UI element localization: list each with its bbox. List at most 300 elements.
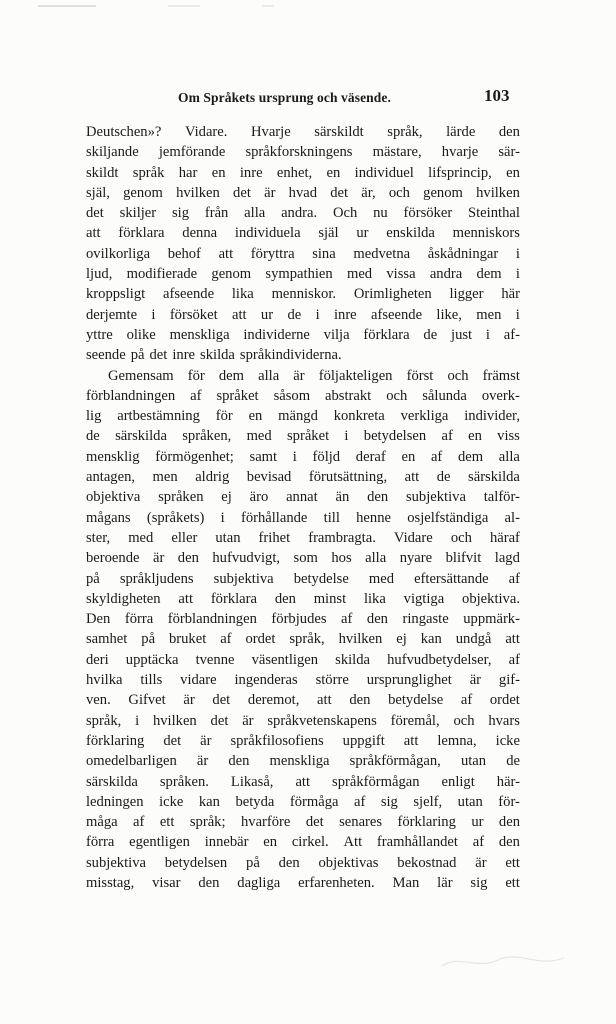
word: först (406, 367, 434, 384)
word: i (485, 326, 490, 343)
word: här (501, 286, 520, 303)
text-line (86, 528, 520, 548)
word: inre (333, 306, 357, 323)
word: dagliga (237, 874, 281, 891)
word: språken, (182, 428, 232, 445)
word: språket (216, 387, 259, 404)
word: språken (158, 489, 204, 506)
word: afseende (163, 286, 215, 303)
word: språk (132, 164, 165, 181)
word: ej (396, 631, 407, 648)
word: erfarenheten. (298, 874, 375, 891)
word: på (246, 854, 260, 871)
word: mängd (278, 408, 318, 425)
text-line (86, 873, 520, 893)
word: undgå (455, 631, 492, 648)
word: ingenderas (234, 672, 298, 689)
word: själ, (86, 184, 110, 201)
word: den (498, 814, 520, 831)
word: försöker (403, 205, 453, 222)
text-line (86, 203, 520, 223)
word: Vidare (393, 529, 433, 546)
text-line (86, 629, 520, 649)
word: den (366, 611, 388, 628)
word: kan (198, 793, 220, 810)
text-line (86, 650, 520, 670)
word: på (141, 631, 156, 648)
word: språk, (289, 631, 325, 648)
word: det (233, 184, 251, 201)
word: förklaring (86, 732, 145, 749)
word: förra (124, 611, 154, 628)
word: en (401, 448, 416, 465)
word: är, (361, 184, 376, 201)
word: hvilken (338, 631, 383, 648)
word: frambragta. (308, 529, 376, 546)
word: dem (476, 266, 502, 283)
word: särskilda (115, 428, 167, 445)
word: språkforskningens (245, 144, 353, 161)
text-line (86, 244, 520, 264)
word: dem (457, 448, 484, 465)
word: ster, (86, 529, 111, 546)
word: sålunda (422, 387, 467, 404)
word: menskliga (169, 326, 230, 343)
word: följakteligen (318, 367, 393, 384)
word: ledningen (86, 793, 144, 810)
word: språkförmågan, (349, 753, 441, 770)
word: osjelfständiga (407, 509, 489, 526)
word: inre (172, 347, 196, 364)
word: hvarje (441, 144, 479, 161)
word: inre (239, 164, 263, 181)
word: skiljer (119, 205, 157, 222)
word: enligt (441, 773, 475, 790)
word: af (220, 631, 232, 648)
word: att (403, 732, 419, 749)
word: eller (171, 529, 198, 546)
word: sig (171, 205, 190, 222)
word: sig (470, 874, 488, 891)
word: icke (495, 732, 520, 749)
text-line (86, 569, 520, 589)
text-line (86, 122, 520, 142)
text-line (86, 325, 520, 345)
word: upptäcka (125, 651, 179, 668)
word: det (149, 347, 168, 364)
word: den (498, 834, 520, 851)
text-line (86, 589, 520, 609)
word: Vidare. (184, 124, 228, 140)
word: Och (332, 205, 358, 222)
word: ett (505, 854, 520, 871)
word: konkreta (333, 408, 385, 425)
word: är (242, 712, 254, 729)
word: Likaså, (230, 773, 274, 790)
word: att (404, 469, 420, 486)
word: blifvit (445, 550, 482, 567)
word: abstrakt (325, 387, 372, 404)
word: lärde (446, 124, 476, 140)
word: artbestämning (117, 408, 200, 425)
word: tills (140, 672, 163, 689)
word: individerne (243, 326, 310, 343)
word: genom (423, 184, 463, 201)
text-line (86, 772, 520, 792)
word: från (204, 205, 229, 222)
word: uppgift (342, 732, 385, 749)
word: individuel (354, 164, 414, 181)
word: andra (429, 266, 463, 283)
word: följd (312, 448, 341, 465)
word: med (368, 570, 395, 587)
word: hvilken (152, 712, 197, 729)
text-line (86, 792, 520, 812)
word: Den (86, 611, 111, 628)
word: det (210, 712, 229, 729)
word: ett (505, 874, 520, 891)
word: alla (365, 550, 387, 567)
word: än (335, 489, 350, 506)
word: förklara (118, 225, 165, 242)
word: förhållande (240, 509, 308, 526)
word: talför- (483, 489, 520, 506)
word: att (295, 773, 311, 790)
word: hufvudbetydelser, (387, 651, 492, 668)
word: är (200, 732, 212, 749)
text-line (86, 467, 520, 487)
word: förra (86, 834, 115, 851)
word: på (130, 347, 145, 364)
word: ringaste (402, 611, 449, 628)
word: denna (182, 225, 218, 242)
word: utan (460, 753, 487, 770)
word: ordet (489, 692, 520, 709)
word: sig (380, 793, 398, 810)
word: beroende (86, 550, 140, 567)
word: häraf (489, 529, 520, 546)
word: betydelsen (164, 854, 228, 871)
word: förutsättning, (308, 469, 388, 486)
word: bekostnad (397, 854, 457, 871)
word: och (453, 712, 475, 729)
text-line (86, 447, 520, 467)
word: viss (497, 428, 520, 445)
word: enskilda (386, 225, 435, 242)
word: en (248, 408, 263, 425)
word: betydelsen (363, 428, 427, 445)
word: skilda (335, 651, 371, 668)
word: af (460, 692, 473, 709)
word: i (515, 306, 520, 323)
running-title: Om Språkets ursprung och väsende. (178, 90, 391, 105)
word: och (386, 387, 408, 404)
word: i (135, 712, 140, 729)
word: ej (221, 489, 232, 506)
word: minst (313, 590, 347, 607)
word: menskliga (269, 753, 330, 770)
word: ett (159, 814, 175, 831)
word: gif- (498, 672, 520, 689)
word: med (128, 529, 154, 546)
word: den (498, 124, 520, 140)
word: skiljande (86, 144, 139, 161)
text-line (86, 670, 520, 690)
text-line (86, 284, 520, 304)
body-text (86, 122, 520, 893)
word: det (330, 184, 349, 201)
word: menniskors (452, 225, 520, 242)
word: försöket (169, 306, 218, 323)
word: innebär (204, 834, 249, 851)
word: som (293, 550, 318, 567)
word: af (190, 387, 202, 404)
word: i (344, 428, 349, 445)
word: samhet (86, 631, 128, 648)
word: lig (86, 408, 102, 425)
word: den (278, 854, 300, 871)
word: måga (86, 814, 118, 831)
word: vidare (180, 672, 217, 689)
word: Gemensam (108, 367, 174, 384)
word: till (323, 509, 340, 526)
word: enhet, (276, 164, 313, 181)
word: förklaring (397, 814, 456, 831)
word: språk, (86, 712, 122, 729)
word: medvetna (353, 245, 411, 262)
word: språkindividerna. (239, 347, 342, 364)
word: att (178, 590, 193, 607)
word: större (315, 672, 349, 689)
text-line (86, 183, 520, 203)
word: särskildt (314, 124, 364, 140)
word: såsom (273, 387, 311, 404)
word: betydelse (388, 692, 444, 709)
word: i (220, 509, 225, 526)
word: misstag, (86, 874, 135, 891)
word: ur (471, 814, 484, 831)
word: de (423, 326, 438, 343)
word: det (163, 732, 182, 749)
word: af (341, 611, 353, 628)
word: deri (86, 651, 109, 668)
word: like, (436, 306, 462, 323)
word: ven. (86, 692, 111, 709)
word: frihet (258, 529, 291, 546)
word: är (293, 367, 305, 384)
word: af- (503, 326, 520, 343)
word: en (506, 164, 520, 181)
word: för (215, 408, 233, 425)
word: hvilka (86, 672, 123, 689)
word: är (196, 753, 209, 770)
word: ursprunglighet (366, 672, 452, 689)
word: kroppsligt (86, 286, 146, 303)
word: de (506, 753, 520, 770)
word: ordet (245, 631, 276, 648)
word: för- (498, 793, 520, 810)
word: annat (286, 489, 318, 506)
word: det (305, 814, 324, 831)
word: en (468, 428, 482, 445)
word: deraf (355, 448, 386, 465)
word: är (475, 854, 487, 871)
word: vilja (323, 326, 350, 343)
word: just (451, 326, 473, 343)
word: ligger (449, 286, 484, 303)
word: jemförande (158, 144, 226, 161)
word: lifsprincip, (428, 164, 492, 181)
word: väsentligen (251, 651, 319, 668)
word: dem (218, 367, 245, 384)
word: med (346, 266, 373, 283)
word: de (86, 428, 100, 445)
word: af (430, 448, 443, 465)
word: lika (231, 286, 254, 303)
word: Hvarje (250, 124, 291, 140)
word: äro (249, 489, 269, 506)
word: hvilken (476, 184, 520, 201)
word: språkvetenskapens (267, 712, 377, 729)
word: overk- (481, 387, 520, 404)
word: (språkets) (146, 509, 205, 526)
page-number: 103 (484, 86, 510, 105)
text-line (86, 386, 520, 406)
word: objektiva (86, 489, 141, 506)
word: antagen, (86, 469, 136, 486)
word: de (436, 469, 451, 486)
word: seende (86, 347, 126, 364)
text-line (86, 731, 520, 751)
word: egentligen (129, 834, 190, 851)
word: al- (504, 509, 520, 526)
word: Gifvet (128, 692, 166, 709)
word: att (505, 631, 520, 648)
text-line (86, 609, 520, 629)
text-line (86, 487, 520, 507)
word: en (211, 164, 226, 181)
word: mästare, (372, 144, 422, 161)
word: den (349, 692, 371, 709)
word: vissa (386, 266, 416, 283)
word: Att (343, 834, 363, 851)
word: bruket (168, 631, 207, 648)
text-line (86, 406, 520, 426)
word: deremot, (247, 692, 300, 709)
word: föryttra (250, 245, 295, 262)
word: uppmärk- (463, 611, 520, 628)
word: henne (356, 509, 391, 526)
word: ur (260, 306, 274, 323)
word: Orimligheten (353, 286, 432, 303)
text-line (86, 305, 520, 325)
word: af (472, 834, 485, 851)
word: särskilda (468, 469, 520, 486)
text-line (86, 142, 520, 162)
word: derjemte (86, 306, 138, 323)
word: är (469, 672, 482, 689)
word: att (86, 225, 101, 242)
word: mågans (86, 509, 131, 526)
word: nyare (399, 550, 433, 567)
word: genom (211, 266, 252, 283)
word: icke (159, 793, 184, 810)
word: hvars (488, 712, 520, 729)
word: af (133, 814, 145, 831)
text-line (86, 548, 520, 568)
word: bevisad (246, 469, 292, 486)
word: främst (482, 367, 520, 384)
word: skilda (200, 347, 235, 364)
word: det (212, 692, 231, 709)
scan-watermark (438, 948, 568, 974)
word: omedelbarligen (86, 753, 177, 770)
word: den (177, 550, 199, 567)
page-header (0, 0, 616, 140)
word: alla (498, 448, 520, 465)
word: språkförmågan (332, 773, 420, 790)
word: objektivas (318, 854, 379, 871)
word: själ (318, 225, 339, 242)
word: på (86, 570, 100, 587)
word: hufvudvigt, (212, 550, 281, 567)
word: eftersättande (414, 570, 489, 587)
word: af (441, 428, 453, 445)
text-line (86, 223, 520, 243)
word: men (476, 306, 502, 323)
word: olike (126, 326, 156, 343)
text-line (86, 812, 520, 832)
word: åskådningar (427, 245, 499, 262)
word: skildt (86, 164, 119, 181)
word: förmåga (289, 793, 339, 810)
word: af (508, 651, 520, 668)
word: särskilda (86, 773, 138, 790)
word: har (178, 164, 198, 181)
word: här- (496, 773, 520, 790)
word: individer, (464, 408, 520, 425)
word: och (450, 529, 472, 546)
word: förblandningen (86, 387, 176, 404)
word: skyldigheten (86, 590, 161, 607)
word: är (152, 550, 165, 567)
word: verkliga (400, 408, 449, 425)
word: sjelf, (413, 793, 443, 810)
word: menniskor. (271, 286, 337, 303)
word: objektiva. (462, 590, 520, 607)
word: men (152, 469, 178, 486)
word: vigtiga (403, 590, 445, 607)
word: sär- (498, 144, 520, 161)
text-line (86, 711, 520, 731)
word: individuela (234, 225, 301, 242)
word: cirkel. (291, 834, 329, 851)
word: med (246, 428, 272, 445)
word: Steinthal (468, 205, 520, 222)
word: sina (312, 245, 336, 262)
text-line (86, 832, 520, 852)
word: i (151, 306, 156, 323)
word: förklara (363, 326, 410, 343)
word: aldrig (195, 469, 230, 486)
word: språk, (387, 124, 423, 140)
word: i (515, 245, 520, 262)
word: utan (457, 793, 483, 810)
word: kan (420, 631, 442, 648)
word: hvilken (176, 184, 220, 201)
word: sympathien (265, 266, 333, 283)
word: den (198, 874, 220, 891)
